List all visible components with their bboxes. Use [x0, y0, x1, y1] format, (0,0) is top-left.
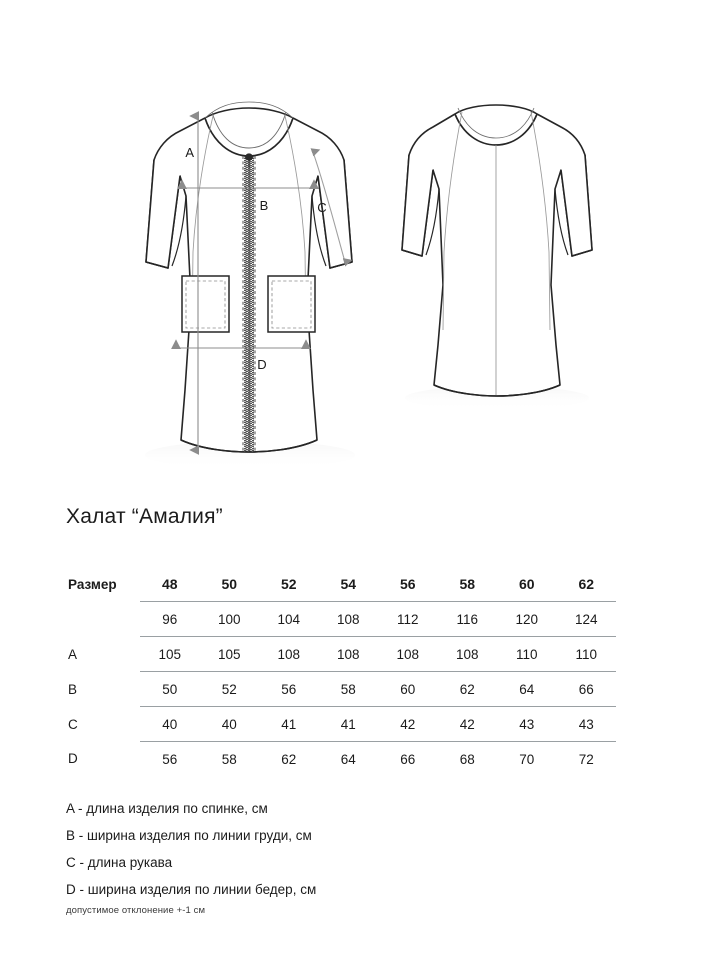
table-cell: 62	[438, 672, 498, 707]
table-cell: 110	[497, 637, 557, 672]
table-cell: 56	[259, 672, 319, 707]
table-cell: 110	[557, 637, 617, 672]
page-title: Халат “Амалия”	[66, 505, 223, 528]
table-cell: 42	[438, 707, 498, 742]
size-column-header: 50	[200, 567, 260, 602]
table-cell: 120	[497, 602, 557, 637]
table-cell: 72	[578, 751, 594, 767]
marker-d-label: D	[257, 357, 267, 372]
measurement-legend	[66, 795, 626, 903]
table-cell: 124	[557, 602, 617, 637]
table-cell: 52	[200, 672, 260, 707]
table-cell: 40	[140, 707, 200, 742]
size-column-header: 62	[557, 567, 617, 602]
table-row	[66, 672, 616, 707]
table-header-row	[66, 567, 616, 602]
table-row	[66, 637, 616, 672]
table-cell: 108	[319, 602, 379, 637]
table-row	[66, 602, 616, 637]
row-label: D	[68, 751, 78, 767]
table-row	[66, 742, 616, 777]
size-header-label: Размер	[68, 576, 117, 592]
table-cell: 50	[140, 672, 200, 707]
table-cell: 58	[221, 751, 237, 767]
table-cell: 105	[140, 637, 200, 672]
size-column-header: 56	[378, 567, 438, 602]
size-column-header: 48	[140, 567, 200, 602]
legend-item-a: A - длина изделия по спинке, см	[66, 801, 268, 816]
back-view-group	[402, 105, 592, 410]
marker-b-label: B	[259, 198, 269, 213]
marker-a-label: A	[185, 145, 194, 160]
front-view-group	[145, 102, 355, 469]
table-cell: 70	[519, 751, 535, 767]
row-label: B	[68, 681, 78, 697]
table-cell: 43	[557, 707, 617, 742]
table-cell: 60	[378, 672, 438, 707]
size-column-header: 60	[497, 567, 557, 602]
table-cell: 66	[400, 751, 416, 767]
table-cell: 68	[459, 751, 475, 767]
table-cell: 108	[438, 637, 498, 672]
technical-drawing	[0, 0, 728, 480]
legend-item-c: C - длина рукава	[66, 855, 173, 870]
legend-item-d: D - ширина изделия по линии бедер, см	[66, 882, 317, 897]
size-chart-body	[66, 602, 616, 777]
row-label	[66, 602, 140, 637]
table-cell: 96	[140, 602, 200, 637]
table-cell: 104	[259, 602, 319, 637]
table-cell: 108	[378, 637, 438, 672]
marker-c-label: C	[317, 200, 327, 215]
size-column-header: 54	[319, 567, 379, 602]
table-cell: 41	[259, 707, 319, 742]
tolerance-footnote: допустимое отклонение +-1 см	[66, 905, 206, 916]
table-cell: 64	[497, 672, 557, 707]
table-cell: 100	[200, 602, 260, 637]
table-cell: 56	[162, 751, 178, 767]
table-row	[66, 707, 616, 742]
legend-item-b: B - ширина изделия по линии груди, см	[66, 828, 312, 843]
table-cell: 116	[438, 602, 498, 637]
size-chart-head	[66, 567, 616, 602]
row-label: A	[68, 646, 78, 662]
table-cell: 62	[281, 751, 297, 767]
table-cell: 42	[378, 707, 438, 742]
table-cell: 108	[319, 637, 379, 672]
size-column-header: 52	[259, 567, 319, 602]
row-label: C	[68, 716, 78, 732]
table-cell: 64	[340, 751, 356, 767]
size-column-header: 58	[438, 567, 498, 602]
table-cell: 105	[200, 637, 260, 672]
table-cell: 40	[200, 707, 260, 742]
size-chart-table	[66, 567, 616, 776]
table-cell: 112	[378, 602, 438, 637]
table-cell: 58	[319, 672, 379, 707]
table-cell: 41	[319, 707, 379, 742]
table-cell: 66	[557, 672, 617, 707]
table-cell: 108	[259, 637, 319, 672]
table-cell: 43	[497, 707, 557, 742]
